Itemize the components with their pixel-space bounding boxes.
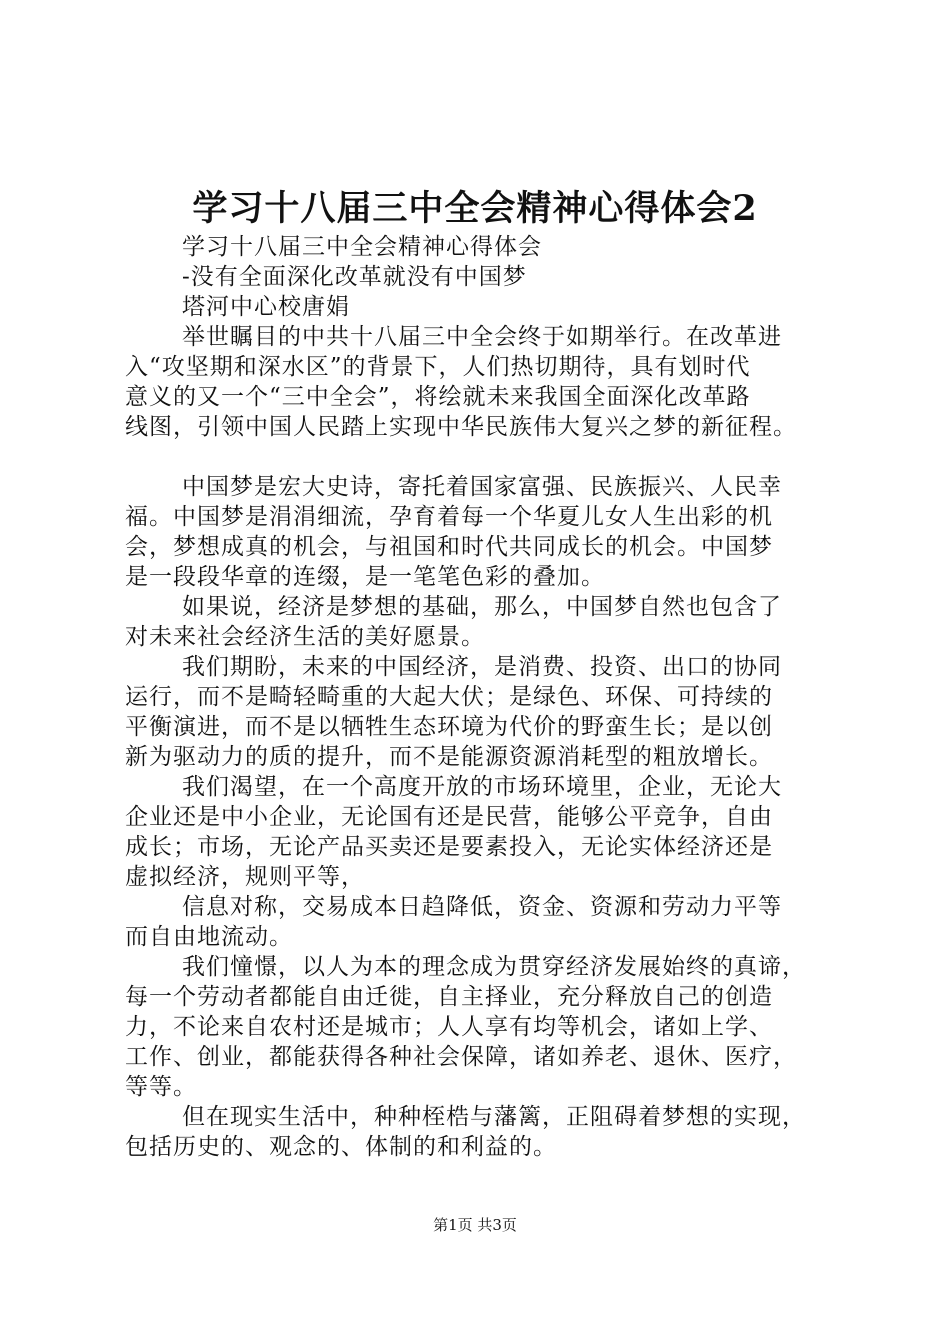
text-line: 等等。 <box>125 1074 197 1100</box>
text-line: 包括历史的、观念的、体制的和利益的。 <box>125 1134 557 1160</box>
text-line: 我们憧憬，以人为本的理念成为贯穿经济发展始终的真谛， <box>182 954 806 980</box>
text-line: 举世瞩目的中共十八届三中全会终于如期举行。在改革进 <box>182 324 782 350</box>
text-line: 对未来社会经济生活的美好愿景。 <box>125 624 485 650</box>
document-title: 学习十八届三中全会精神心得体会2 <box>192 188 758 229</box>
text-line: 成长；市场，无论产品买卖还是要素投入，无论实体经济还是 <box>125 834 773 860</box>
text-line: 新为驱动力的质的提升，而不是能源资源消耗型的粗放增长。 <box>125 744 773 770</box>
text-line: 运行，而不是畸轻畸重的大起大伏；是绿色、环保、可持续的 <box>125 684 773 710</box>
page-footer: 第1页 共3页 <box>433 1216 517 1234</box>
text-line: 是一段段华章的连缀，是一笔笔色彩的叠加。 <box>125 564 605 590</box>
text-line: 线图，引领中国人民踏上实现中华民族伟大复兴之梦的新征程。 <box>125 414 797 440</box>
text-line: 而自由地流动。 <box>125 924 293 950</box>
text-line: 我们渴望，在一个高度开放的市场环境里，企业，无论大 <box>182 774 782 800</box>
text-line: 学习十八届三中全会精神心得体会 <box>182 234 542 260</box>
text-line: 但在现实生活中，种种桎梏与藩篱，正阻碍着梦想的实现， <box>182 1104 806 1130</box>
text-line: 意义的又一个“三中全会”，将绘就未来我国全面深化改革路 <box>125 384 751 410</box>
text-line: 福。中国梦是涓涓细流，孕育着每一个华夏儿女人生出彩的机 <box>125 504 773 530</box>
document-body <box>125 232 835 1162</box>
text-line: 中国梦是宏大史诗，寄托着国家富强、民族振兴、人民幸 <box>182 474 782 500</box>
text-line: 入“攻坚期和深水区”的背景下，人们热切期待，具有划时代 <box>125 354 751 380</box>
text-line: -没有全面深化改革就没有中国梦 <box>182 264 527 290</box>
text-line: 信息对称，交易成本日趋降低，资金、资源和劳动力平等 <box>182 894 782 920</box>
blank-line <box>125 442 835 472</box>
text-line: 企业还是中小企业，无论国有还是民营，能够公平竞争，自由 <box>125 804 773 830</box>
text-line: 力，不论来自农村还是城市；人人享有均等机会，诸如上学、 <box>125 1014 773 1040</box>
text-line: 工作、创业，都能获得各种社会保障，诸如养老、退休、医疗， <box>125 1044 797 1070</box>
text-line: 会，梦想成真的机会，与祖国和时代共同成长的机会。中国梦 <box>125 534 773 560</box>
text-line: 如果说，经济是梦想的基础，那么，中国梦自然也包含了 <box>182 594 782 620</box>
text-line: 每一个劳动者都能自由迁徙，自主择业，充分释放自己的创造 <box>125 984 773 1010</box>
text-line: 虚拟经济，规则平等， <box>125 864 365 890</box>
text-line: 我们期盼，未来的中国经济，是消费、投资、出口的协同 <box>182 654 782 680</box>
text-line: 塔河中心校唐娟 <box>182 294 350 320</box>
text-line: 平衡演进，而不是以牺牲生态环境为代价的野蛮生长；是以创 <box>125 714 773 740</box>
